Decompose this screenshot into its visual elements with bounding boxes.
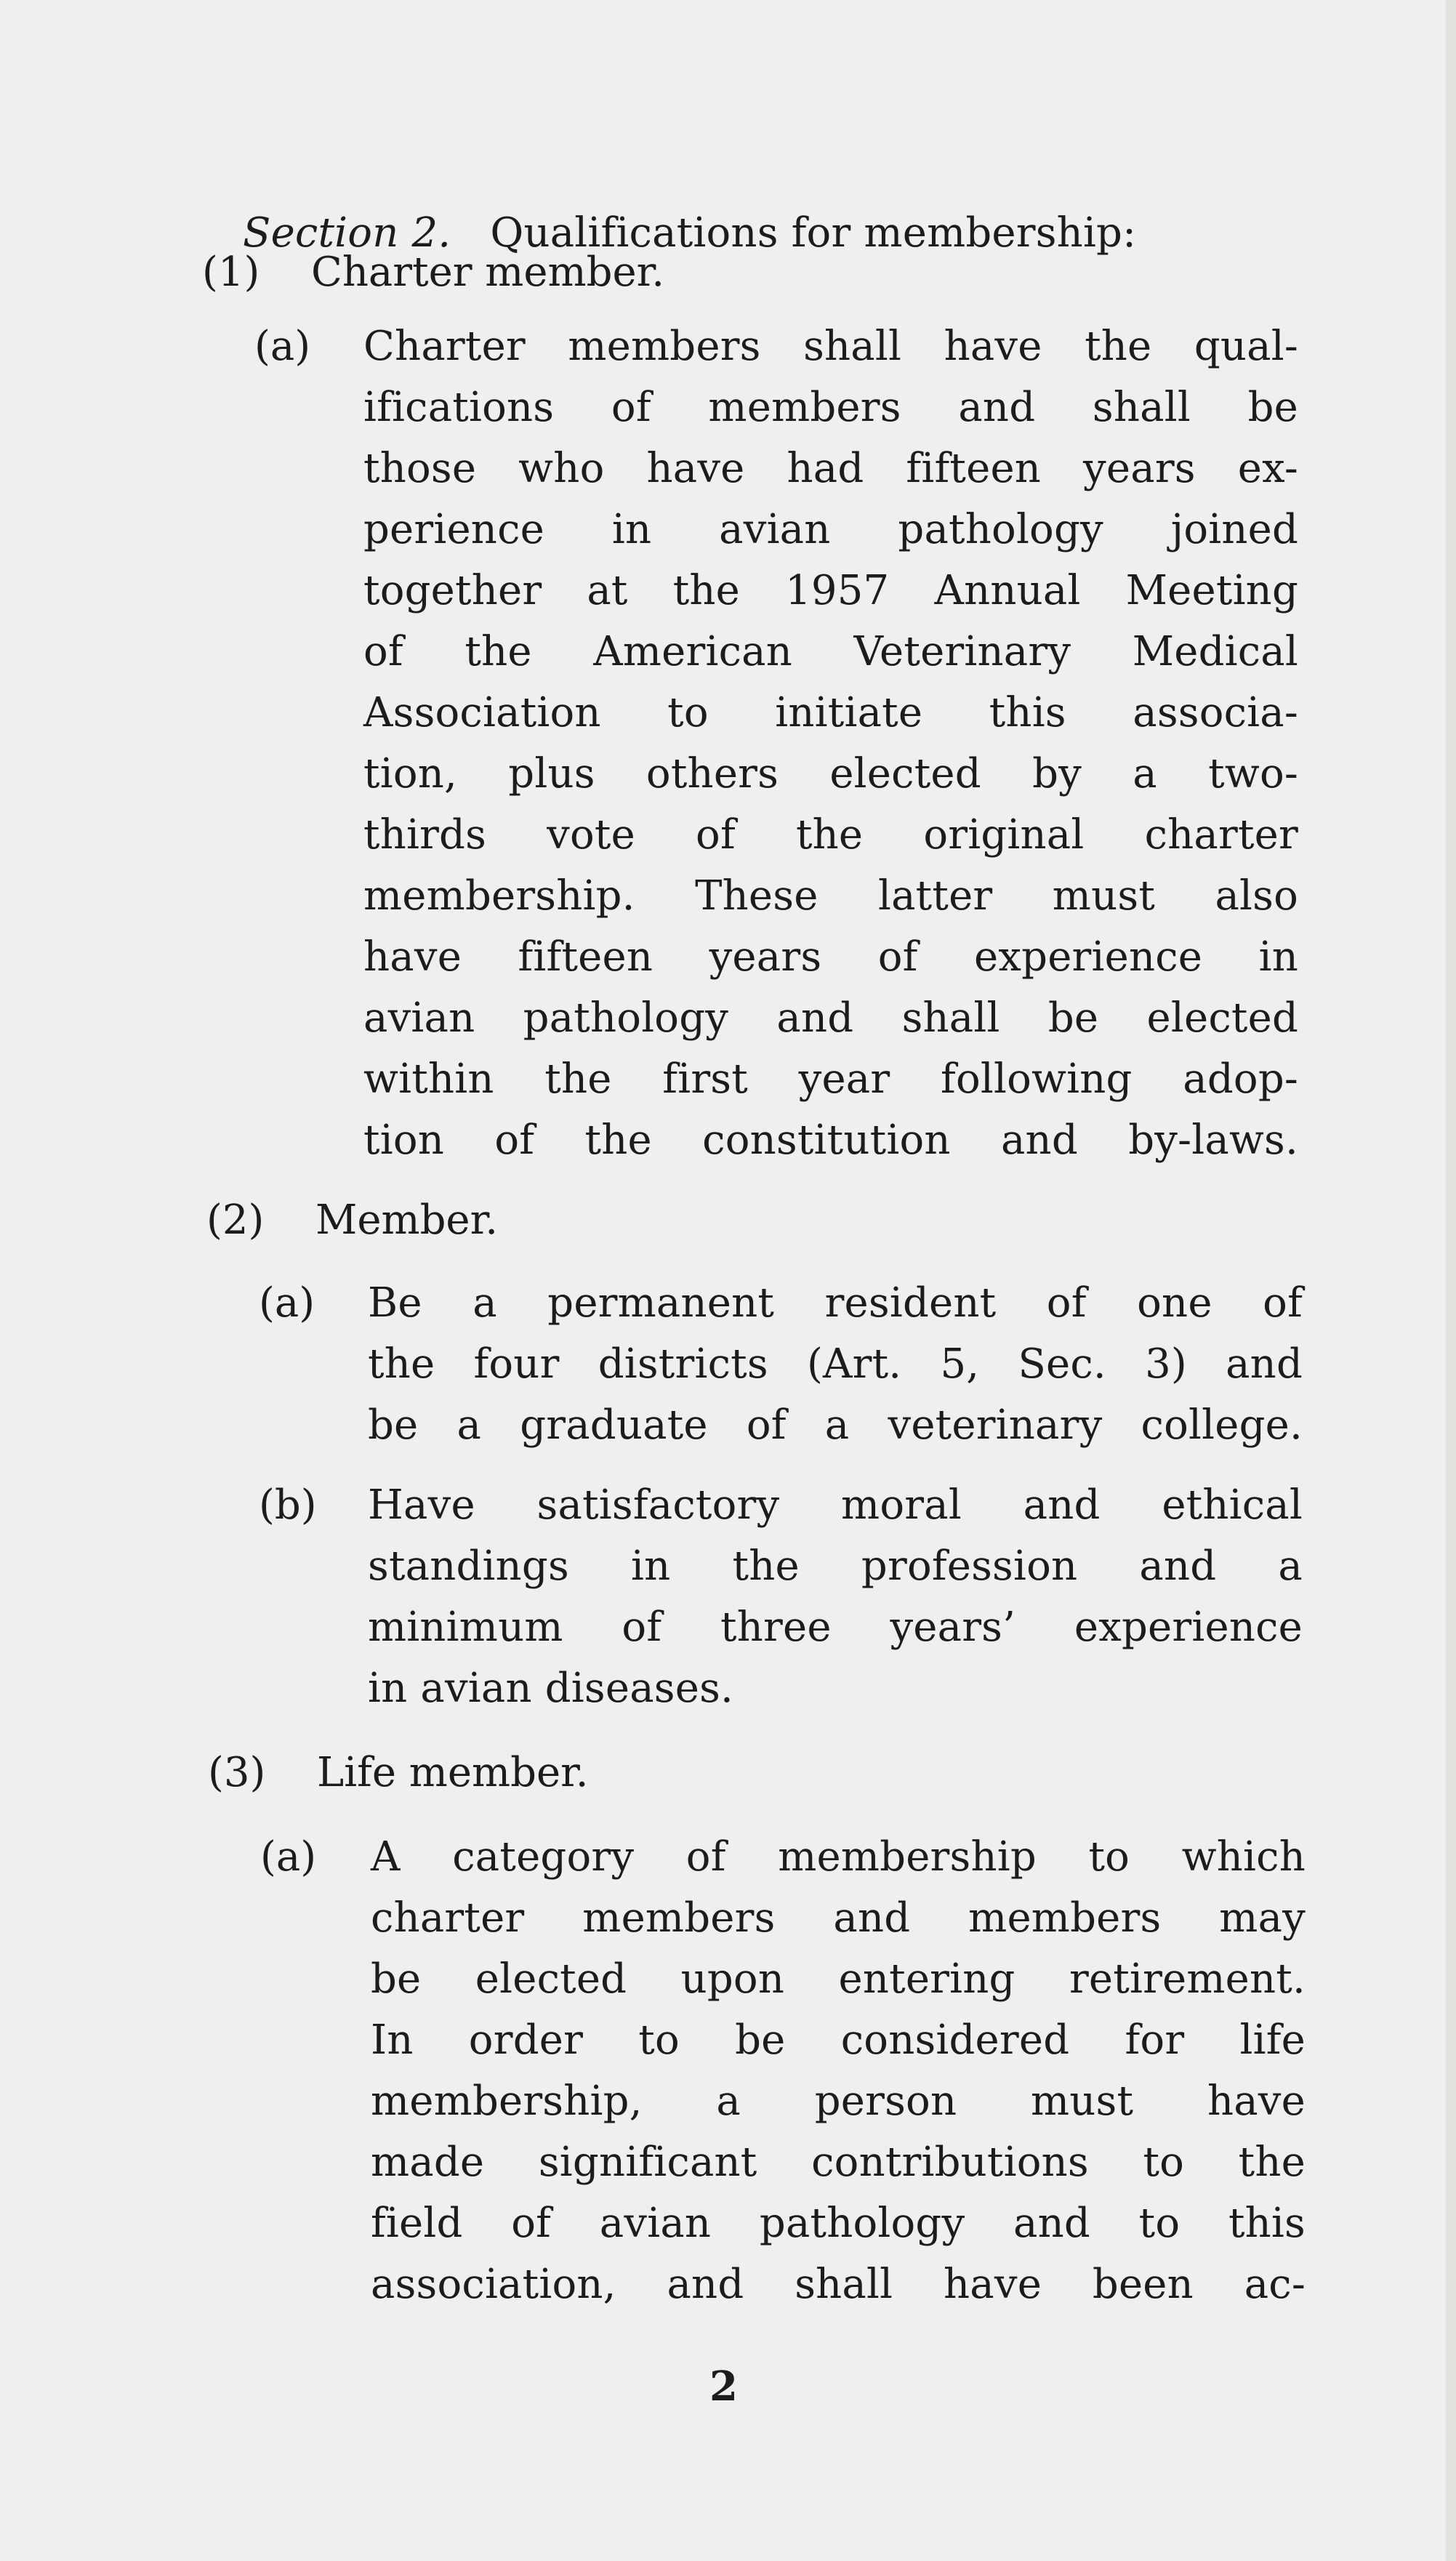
paragraph-line: perience in avian pathology joined xyxy=(363,506,1298,553)
item-2-number: (2) xyxy=(206,1197,265,1244)
paragraph-line: standings in the profession and a xyxy=(368,1543,1303,1590)
paragraph-line: A category of membership to which xyxy=(371,1833,1306,1881)
paragraph-line: In order to be considered for life xyxy=(371,2017,1306,2064)
item-2a-letter: (a) xyxy=(259,1279,315,1327)
section-label: Section 2. xyxy=(243,209,451,257)
paragraph-line: membership, a person must have xyxy=(371,2078,1306,2125)
paragraph-line: those who have had fifteen years ex- xyxy=(363,445,1298,492)
paragraph-line: membership. These latter must also xyxy=(363,872,1298,920)
paragraph-line: field of avian pathology and to this xyxy=(371,2200,1306,2247)
paragraph-line: together at the 1957 Annual Meeting xyxy=(363,567,1298,614)
paragraph-line: thirds vote of the original charter xyxy=(363,811,1298,859)
item-3-heading: Life member. xyxy=(317,1749,589,1796)
item-1-heading: Charter member. xyxy=(311,249,665,296)
paragraph-line: tion of the constitution and by-laws. xyxy=(363,1117,1298,1164)
paragraph-line: be elected upon entering retirement. xyxy=(371,1955,1306,2003)
paragraph-line: within the first year following adop- xyxy=(363,1056,1298,1103)
paragraph-line: of the American Veterinary Medical xyxy=(363,628,1298,675)
section-title: Qualifications for membership: xyxy=(490,209,1137,257)
item-1-number: (1) xyxy=(202,249,260,296)
page-edge-shadow xyxy=(1446,0,1456,2561)
paragraph-line: Charter members shall have the qual- xyxy=(363,323,1298,370)
paragraph-line: in avian diseases. xyxy=(368,1665,734,1712)
paragraph-line: be a graduate of a veterinary college. xyxy=(368,1402,1303,1449)
paragraph-line: Be a permanent resident of one of xyxy=(368,1279,1303,1327)
paragraph-line: ifications of members and shall be xyxy=(363,384,1298,431)
paragraph-line: the four districts (Art. 5, Sec. 3) and xyxy=(368,1340,1303,1388)
paragraph-line: charter members and members may xyxy=(371,1894,1306,1942)
item-3-number: (3) xyxy=(208,1749,266,1796)
paragraph-line: association, and shall have been ac- xyxy=(371,2261,1306,2308)
paragraph-line: Have satisfactory moral and ethical xyxy=(368,1481,1303,1529)
paragraph-line: tion, plus others elected by a two- xyxy=(363,750,1298,797)
paragraph-line: avian pathology and shall be elected xyxy=(363,994,1298,1042)
paragraph-line: have fifteen years of experience in xyxy=(363,933,1298,981)
item-1a-letter: (a) xyxy=(254,323,311,370)
item-2b-letter: (b) xyxy=(259,1481,317,1529)
item-2-heading: Member. xyxy=(315,1197,498,1244)
paragraph-line: minimum of three years’ experience xyxy=(368,1604,1303,1651)
paragraph-line: Association to initiate this associa- xyxy=(363,689,1298,736)
page-number: 2 xyxy=(709,2363,738,2411)
item-3a-letter: (a) xyxy=(260,1833,317,1881)
paragraph-line: made significant contributions to the xyxy=(371,2139,1306,2186)
